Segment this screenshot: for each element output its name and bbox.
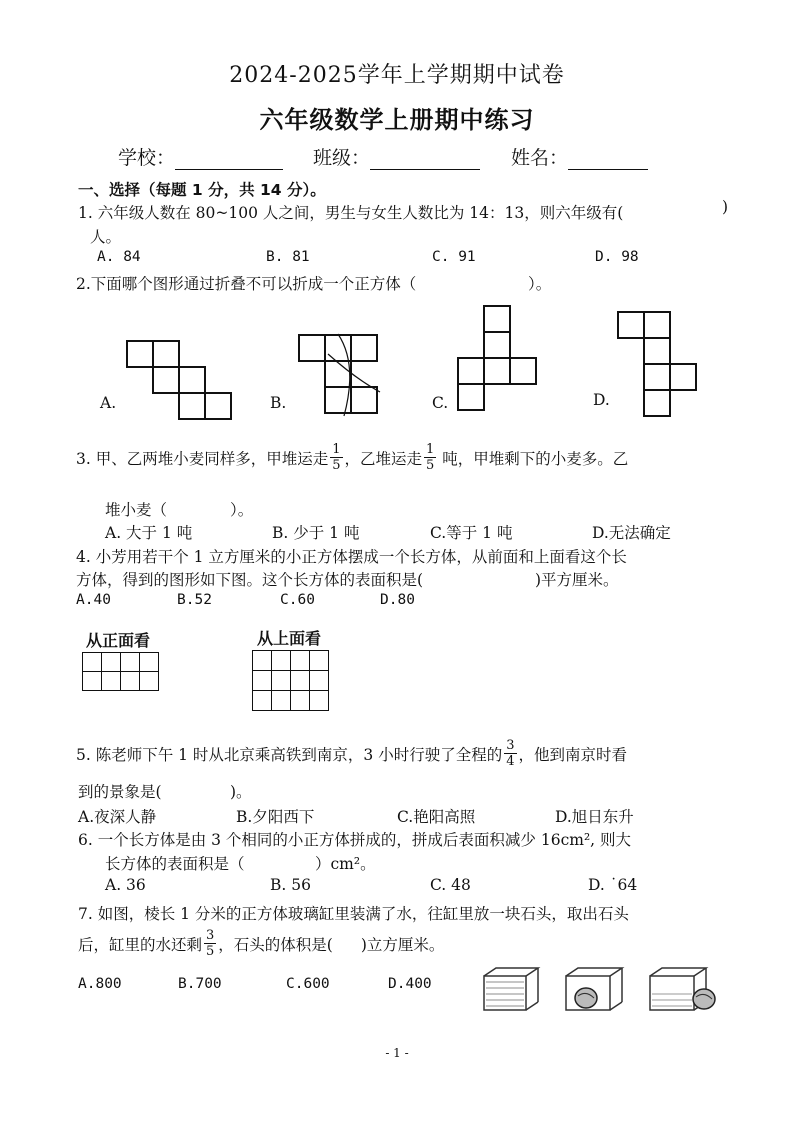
q4-top-view-grid — [252, 650, 329, 711]
q5-part2: ，他到南京时看 — [518, 745, 628, 764]
q5-option-a[interactable]: A.夜深人静 — [78, 808, 157, 826]
q7-option-d[interactable]: D.400 — [388, 976, 432, 992]
q2-net-d — [617, 311, 699, 421]
name-field — [511, 143, 648, 170]
class-label: 班级： — [313, 147, 371, 169]
q6-paren-close: ）cm²。 — [315, 855, 376, 873]
q2-paren-close: ）。 — [528, 275, 552, 293]
q5-paren-close: )。 — [230, 783, 252, 801]
school-field — [118, 143, 283, 170]
q6-option-b[interactable]: B. 56 — [270, 876, 311, 894]
school-blank[interactable] — [175, 151, 283, 170]
name-label: 姓名： — [511, 147, 569, 169]
q4-option-a[interactable]: A.40 — [76, 592, 111, 608]
q7-part2: ，石头的体积是( — [218, 935, 333, 954]
class-field — [313, 143, 480, 170]
page-number: - 1 - — [385, 1046, 409, 1060]
q4-line2: 方体，得到的图形如下图。这个长方体的表面积是( — [76, 571, 424, 589]
q3-frac1-num: 1 — [332, 442, 341, 457]
q3-text-cont: 堆小麦（ — [105, 501, 168, 519]
q3-paren-close: ）。 — [230, 501, 254, 519]
section-heading: 一、选择（每题 1 分，共 14 分）。 — [78, 181, 326, 199]
q5-option-b[interactable]: B.夕阳西下 — [236, 808, 315, 826]
q7-option-a[interactable]: A.800 — [78, 976, 122, 992]
q3-option-d[interactable]: D.无法确定 — [592, 524, 671, 542]
q7-line1: 7. 如图，棱长 1 分米的正方体玻璃缸里装满了水，往缸里放一块石头，取出石头 — [78, 905, 629, 923]
q7-option-b[interactable]: B.700 — [178, 976, 222, 992]
q7-line2 — [78, 928, 444, 959]
glass-tank-full-water-image — [482, 966, 542, 1012]
q1-option-c[interactable]: C. 91 — [432, 249, 476, 265]
q1-option-b[interactable]: B. 81 — [266, 249, 310, 265]
q6-line2: 长方体的表面积是（ — [105, 855, 245, 873]
q4-front-view-label: 从正面看 — [86, 631, 151, 650]
q5-part1: 5. 陈老师下午 1 时从北京乘高铁到南京，3 小时行驶了全程的 — [76, 745, 503, 764]
q5-frac-num: 3 — [506, 738, 515, 753]
q6-option-a[interactable]: A. 36 — [105, 876, 146, 894]
q1-text-cont: 人。 — [90, 228, 122, 246]
q6-line1: 6. 一个长方体是由 3 个相同的小正方体拼成的，拼成后表面积减少 16cm², 则大 — [78, 831, 632, 849]
q5-frac-den: 4 — [506, 754, 515, 769]
q4-front-view-grid — [82, 652, 159, 691]
q6-option-c[interactable]: C. 48 — [430, 876, 471, 894]
q2-label-d[interactable]: D. — [593, 391, 610, 409]
q2-text: 2.下面哪个图形通过折叠不可以折成一个正方体（ — [76, 275, 417, 293]
q2-label-a[interactable]: A. — [100, 394, 117, 412]
q3-part3: 吨，甲堆剩下的小麦多。乙 — [442, 449, 629, 468]
q3-fraction-2 — [424, 442, 436, 473]
q3-option-a[interactable]: A. 大于 1 吨 — [105, 524, 193, 542]
q5-fraction — [504, 738, 516, 769]
school-label: 学校： — [118, 147, 176, 169]
q3-frac2-num: 1 — [426, 442, 435, 457]
q7-frac-num: 3 — [206, 928, 215, 943]
q1-paren-close: ) — [722, 198, 729, 216]
q4-line1: 4. 小芳用若干个 1 立方厘米的小正方体摆成一个长方体，从前面和上面看这个长 — [76, 548, 627, 566]
q3-part1: 3. 甲、乙两堆小麦同样多，甲堆运走 — [76, 449, 329, 468]
q3-part2: ，乙堆运走 — [344, 449, 423, 468]
q3-option-b[interactable]: B. 少于 1 吨 — [272, 524, 360, 542]
q4-top-view-label: 从上面看 — [257, 629, 322, 648]
q3-option-c[interactable]: C.等于 1 吨 — [430, 524, 513, 542]
exam-title: 2024-2025学年上学期期中试卷 — [229, 63, 565, 88]
q7-frac-den: 5 — [206, 944, 215, 959]
q1-text: 1. 六年级人数在 80~100 人之间，男生与女生人数比为 14：13，则六年级有( — [78, 204, 624, 222]
glass-tank-with-stone-image — [564, 966, 626, 1012]
q7-paren-close: )立方厘米。 — [360, 935, 445, 954]
q2-net-c — [457, 305, 539, 415]
q2-label-c[interactable]: C. — [432, 394, 449, 412]
q3-frac1-den: 5 — [332, 458, 341, 473]
q4-option-d[interactable]: D.80 — [380, 592, 415, 608]
glass-tank-stone-removed-image — [648, 966, 718, 1012]
q1-option-d[interactable]: D. 98 — [595, 249, 639, 265]
q7-part1: 后，缸里的水还剩 — [78, 935, 203, 954]
q7-option-c[interactable]: C.600 — [286, 976, 330, 992]
q7-fraction — [204, 928, 216, 959]
name-blank[interactable] — [568, 151, 648, 170]
q4-option-b[interactable]: B.52 — [177, 592, 212, 608]
class-blank[interactable] — [370, 151, 480, 170]
q2-net-b — [298, 334, 386, 416]
q6-option-d[interactable]: D. ˙64 — [588, 876, 638, 894]
q4-paren-close: )平方厘米。 — [535, 571, 619, 589]
q3-frac2-den: 5 — [426, 458, 435, 473]
q3-fraction-1 — [330, 442, 342, 473]
exam-subtitle: 六年级数学上册期中练习 — [259, 106, 535, 134]
q5-text-cont: 到的景象是( — [78, 783, 162, 801]
q4-option-c[interactable]: C.60 — [280, 592, 315, 608]
q2-label-b[interactable]: B. — [270, 394, 287, 412]
q2-net-a — [126, 340, 236, 422]
q5-option-c[interactable]: C.艳阳高照 — [397, 808, 476, 826]
q1-option-a[interactable]: A. 84 — [97, 249, 141, 265]
q5-text — [76, 738, 627, 769]
q3-text — [76, 442, 628, 473]
q5-option-d[interactable]: D.旭日东升 — [555, 808, 634, 826]
